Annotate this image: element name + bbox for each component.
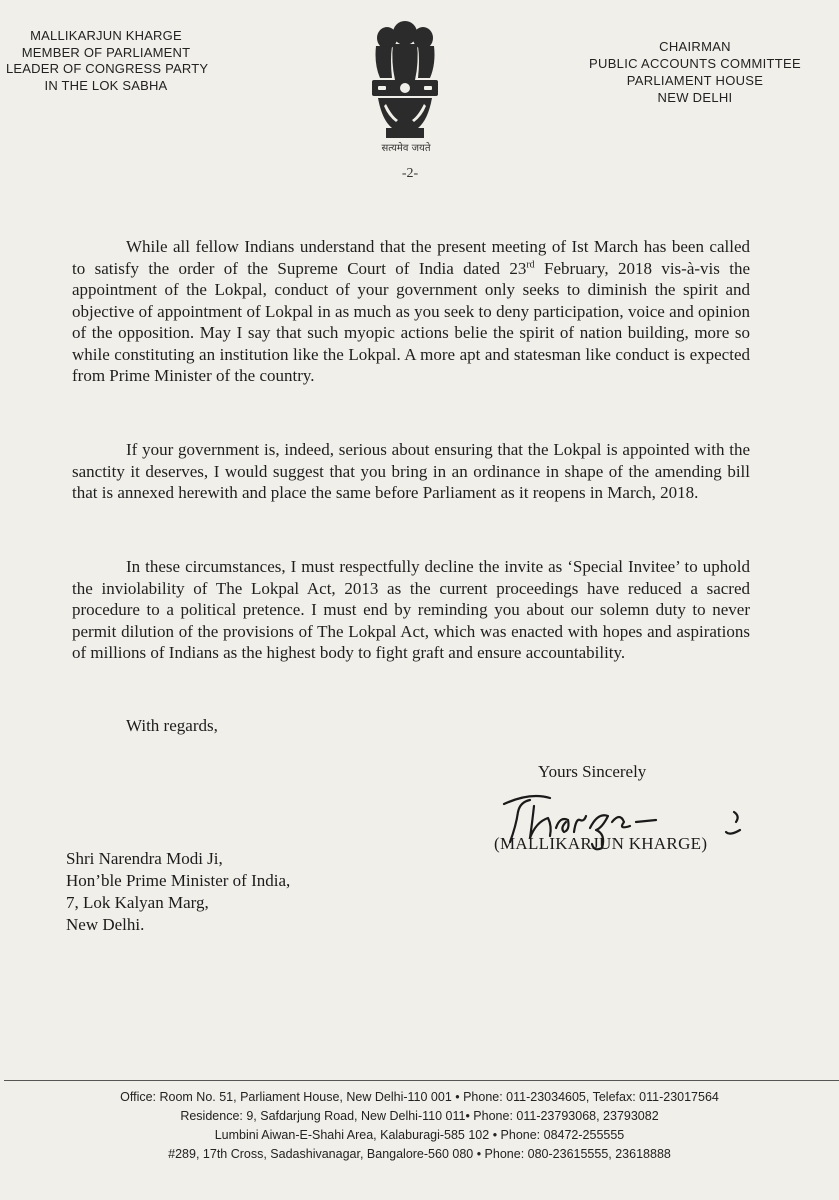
letterhead-left <box>6 28 209 94</box>
office-city: NEW DELHI <box>657 90 733 105</box>
paragraph-1-start: While all fellow Indians understand that the present meeting of Ist March has been called to satisfy the order of the Supreme Court of India dated 23 <box>72 237 750 278</box>
sender-title: MEMBER OF PARLIAMENT <box>21 44 191 60</box>
sender-house: IN THE LOK SABHA <box>44 77 168 93</box>
closing-yours-sincerely: Yours Sincerely <box>538 762 647 781</box>
sender-role: LEADER OF CONGRESS PARTY <box>6 61 209 76</box>
national-emblem-icon <box>362 20 448 148</box>
closing-regards: With regards, <box>126 716 218 735</box>
paragraph-2: If your government is, indeed, serious about ensuring that the Lokpal is appointed with the sanctity it deserves, I would suggest that you bring in an ordinance in shape of the amending bill that is annexed herewith and place the same before Parliament as it reopens in March, 2018. <box>72 440 750 502</box>
footer-office: Office: Room No. 51, Parliament House, New Delhi-110 001 • Phone: 011-23034605, Telefax: 011-23017564 <box>120 1090 719 1104</box>
recipient-street: 7, Lok Kalyan Marg, <box>66 893 209 912</box>
footer-kalaburagi: Lumbini Aiwan-E-Shahi Area, Kalaburagi-585 102 • Phone: 08472-255555 <box>214 1128 625 1142</box>
emblem-motto: सत्यमेव जयते <box>381 143 431 154</box>
footer-residence: Residence: 9, Safdarjung Road, New Delhi-110 011• Phone: 011-23793068, 23793082 <box>180 1109 659 1123</box>
paragraph-1-end: February, 2018 vis-à-vis the appointment of the Lokpal, conduct of your government only seeks to diminish the spirit and objective of appointment of Lokpal in as much as you seek to deny participation, voice and opinion of the opposition. May I say that such myopic actions belie the spirit of nation building, more so while constituting an institution like the Lokpal. A more apt and statesman like conduct is expected from Prime Minister of the country. <box>72 258 751 385</box>
recipient-address <box>66 848 290 936</box>
recipient-city: New Delhi. <box>66 915 145 934</box>
office-title: CHAIRMAN <box>659 39 731 54</box>
recipient-title: Hon’ble Prime Minister of India, <box>66 871 291 890</box>
footer-divider <box>4 1080 839 1081</box>
sender-name: MALLIKARJUN KHARGE <box>30 28 182 43</box>
signer-name: (MALLIKARJUN KHARGE) <box>494 834 708 853</box>
recipient-name: Shri Narendra Modi Ji, <box>66 849 223 868</box>
paragraph-3: In these circumstances, I must respectfully decline the invite as ‘Special Invitee’ to uphold the inviolability of The Lokpal Act, 2013 as the current proceedings have reduced a sacred procedure to a political pretence. I must end by reminding you about our solemn duty to never permit dilution of the provisions of The Lokpal Act, which was enacted with hopes and aspirations of millions of Indians as the highest body to fight graft and ensure accountability. <box>72 557 750 662</box>
office-building: PARLIAMENT HOUSE <box>626 73 764 88</box>
footer-bangalore: #289, 17th Cross, Sadashivanagar, Bangalore-560 080 • Phone: 080-23615555, 23618888 <box>168 1147 671 1161</box>
letterhead-right <box>560 38 830 106</box>
page-number: -2- <box>401 166 419 181</box>
footer-contacts <box>0 1088 839 1164</box>
office-committee: PUBLIC ACCOUNTS COMMITTEE <box>589 56 801 71</box>
paragraph-1-ordinal: rd <box>526 258 535 270</box>
paragraph-1 <box>72 236 750 387</box>
